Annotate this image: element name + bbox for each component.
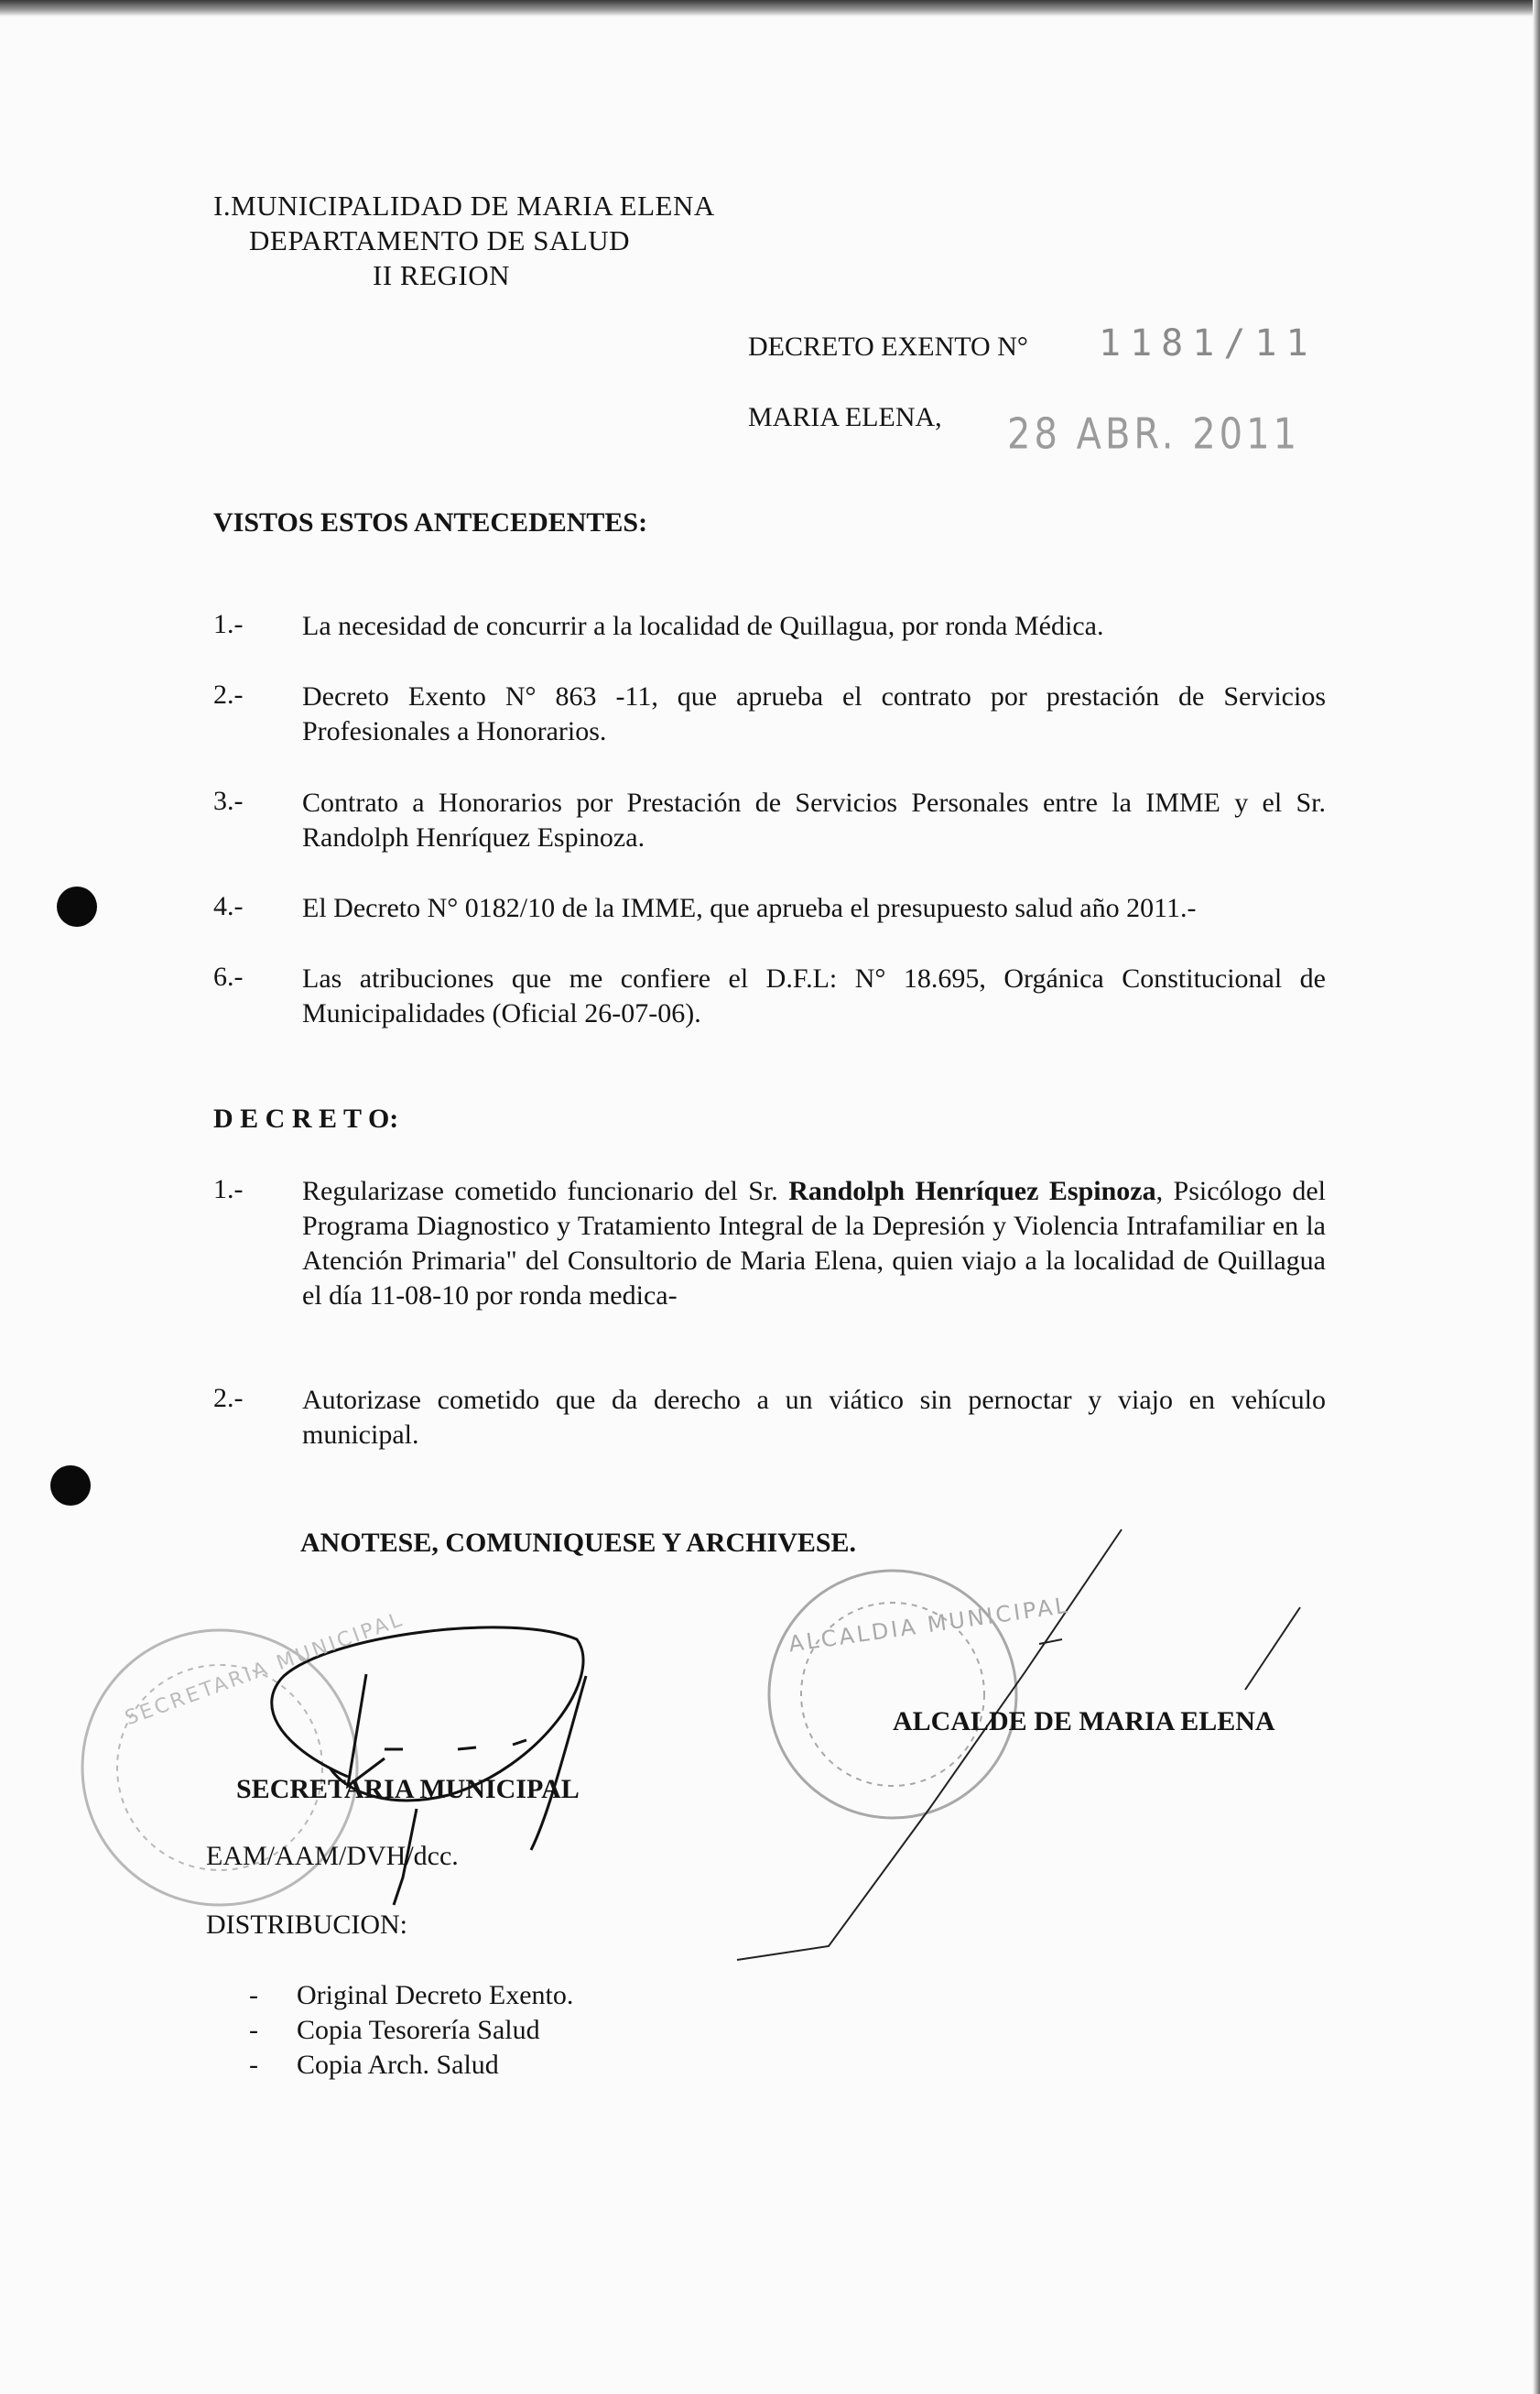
distribution-item: - Copia Arch. Salud bbox=[297, 2048, 573, 2083]
alcalde-title: ALCALDE DE MARIA ELENA bbox=[893, 1706, 1275, 1736]
header-municipality: I.MUNICIPALIDAD DE MARIA ELENA bbox=[213, 190, 715, 222]
secretaria-seal-text: SECRETARIA MUNICIPAL bbox=[122, 1607, 407, 1731]
header-department: DEPARTAMENTO DE SALUD bbox=[249, 224, 631, 256]
decreto-item-1-pre: Regularizase cometido funcionario del Sr. bbox=[302, 1176, 789, 1206]
decreto-item-2-number: 2.- bbox=[213, 1383, 244, 1413]
vistos-item-6-number: 6.- bbox=[213, 962, 244, 992]
decree-date-stamp: 28 ABR. 2011 bbox=[1007, 410, 1301, 459]
vistos-heading: VISTOS ESTOS ANTECEDENTES: bbox=[213, 507, 648, 538]
vistos-item-3-text: Contrato a Honorarios por Prestación de Servicios Personales entre la IMME y el Sr. Randolph Henríquez Espinoza. bbox=[302, 788, 1326, 853]
vistos-item-6-text: Las atribuciones que me confiere el D.F.L: N° 18.695, Orgánica Constitucional de Municipalidades (Oficial 26-07-06). bbox=[302, 963, 1326, 1028]
initials: EAM/AAM/DVH/dcc. bbox=[206, 1841, 459, 1871]
vistos-item-2-number: 2.- bbox=[213, 680, 244, 710]
vistos-item-4-number: 4.- bbox=[213, 891, 244, 921]
distribution-item: - Original Decreto Exento. bbox=[297, 1978, 573, 2013]
decreto-heading: D E C R E T O: bbox=[213, 1104, 399, 1134]
alcaldia-seal-text: ALCALDIA MUNICIPAL bbox=[786, 1592, 1072, 1658]
punch-hole-top bbox=[57, 887, 97, 927]
person-name: Randolph Henríquez Espinoza bbox=[788, 1176, 1156, 1206]
vistos-item-1-number: 1.- bbox=[213, 609, 244, 639]
distribution-heading: DISTRIBUCION: bbox=[206, 1910, 408, 1940]
secretaria-title: SECRETARIA MUNICIPAL bbox=[236, 1774, 580, 1804]
decree-number-stamp: 1181/11 bbox=[1099, 322, 1318, 365]
distribution-item: - Copia Tesorería Salud bbox=[297, 2013, 573, 2048]
vistos-item-3-number: 3.- bbox=[213, 786, 244, 816]
decreto-item-1-number: 1.- bbox=[213, 1174, 244, 1204]
closing-text: ANOTESE, COMUNIQUESE Y ARCHIVESE. bbox=[300, 1528, 857, 1558]
decree-label: DECRETO EXENTO N° bbox=[748, 332, 1028, 362]
punch-hole-bottom bbox=[50, 1465, 91, 1506]
decreto-item-1-post: , Psicólogo del Programa Diagnostico y Tratamiento Integral de la Depresión y Violencia Intrafamiliar en la Atención Primaria" del Consultorio de Maria Elena, quien viajo a la localidad de Quillagua el día 11-08-10 por ronda medica- bbox=[302, 1176, 1326, 1311]
vistos-item-2-text: Decreto Exento N° 863 -11, que aprueba el contrato por prestación de Servicios Profesionales a Honorarios. bbox=[302, 681, 1326, 746]
header-region: II REGION bbox=[373, 259, 510, 291]
decreto-item-2-text: Autorizase cometido que da derecho a un viático sin pernoctar y viajo en vehículo municipal. bbox=[302, 1385, 1326, 1450]
vistos-item-4-text: El Decreto N° 0182/10 de la IMME, que aprueba el presupuesto salud año 2011.- bbox=[302, 893, 1197, 923]
decree-place: MARIA ELENA, bbox=[748, 402, 942, 432]
vistos-item-1-text: La necesidad de concurrir a la localidad de Quillagua, por ronda Médica. bbox=[302, 611, 1104, 641]
distribution-list bbox=[249, 1978, 573, 2083]
